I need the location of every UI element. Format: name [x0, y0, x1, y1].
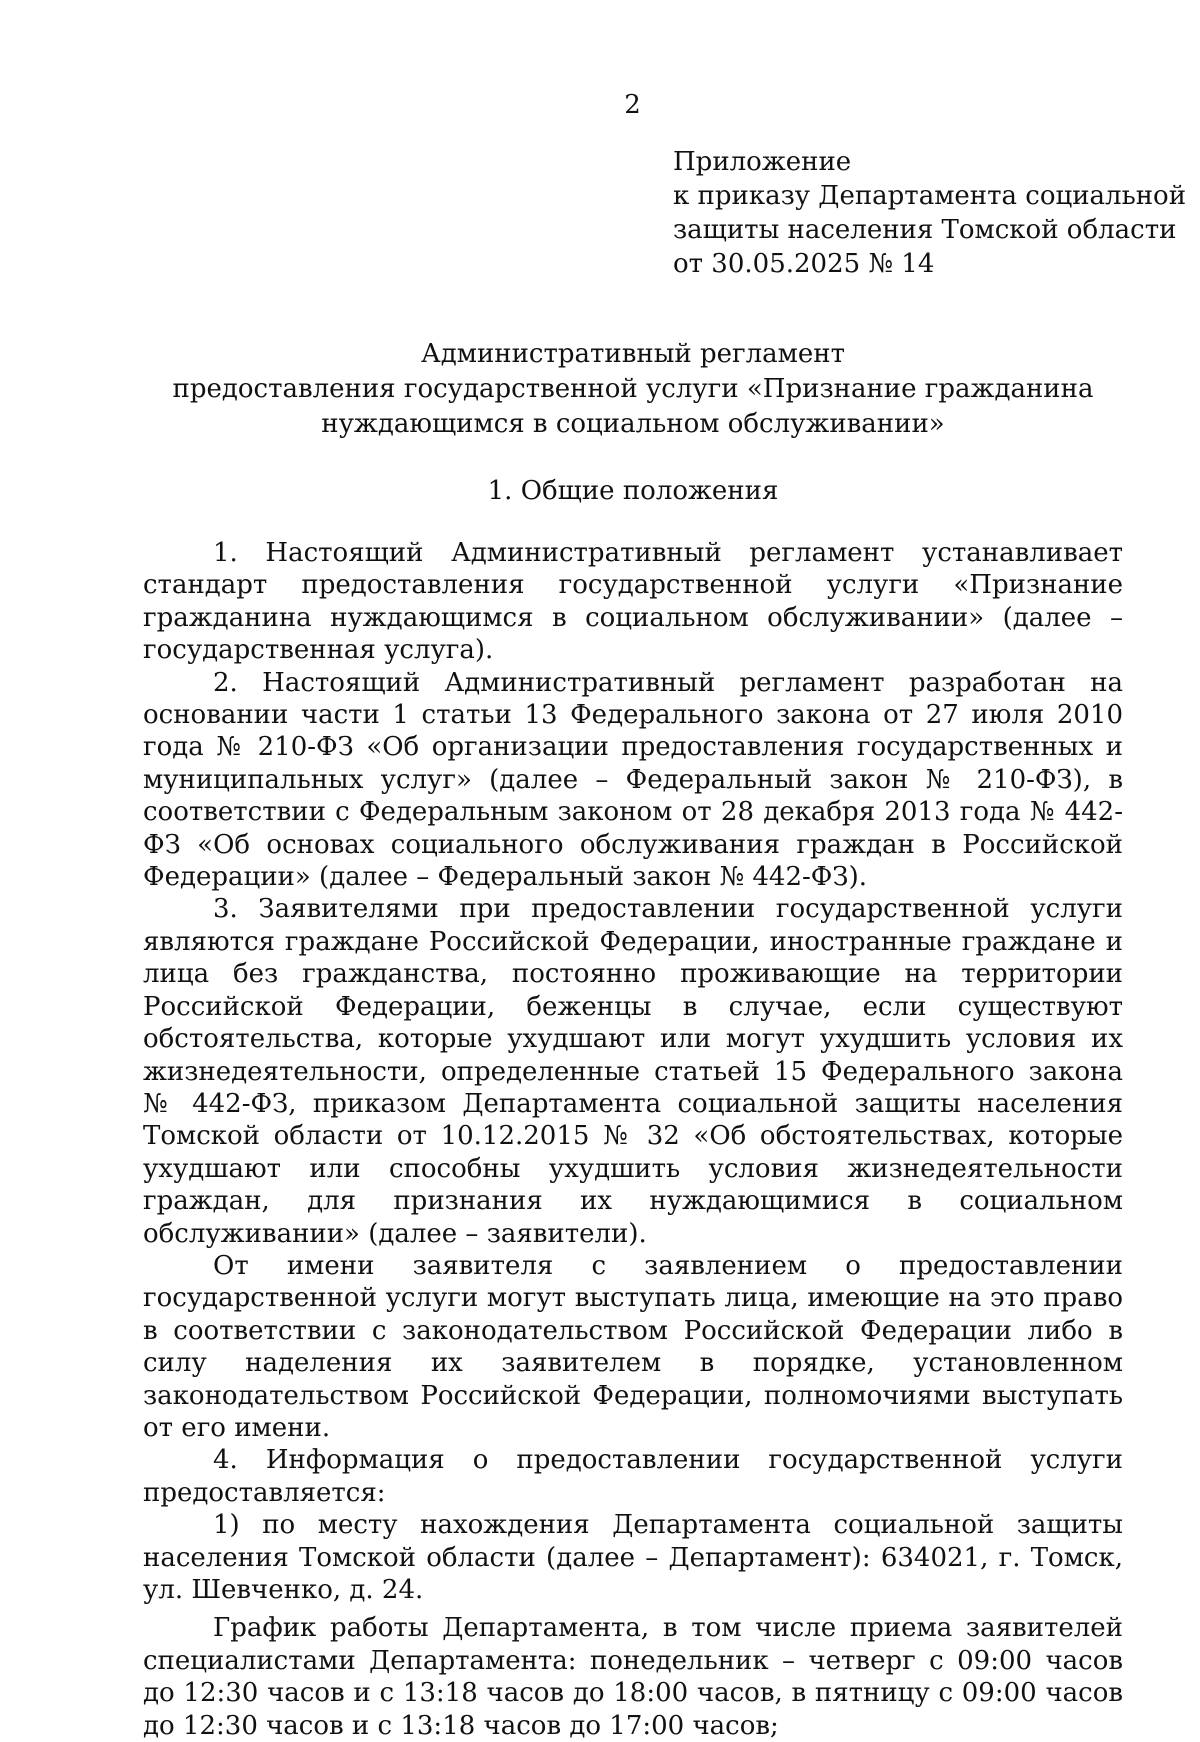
appendix-line: к приказу Департамента социальной — [673, 181, 1187, 211]
appendix-line: Приложение — [673, 147, 852, 177]
paragraph: 1. Настоящий Административный регламент устанавливает стандарт предоставления государственной услуги «Признание гражданина нуждающимся в социальном обслуживании» (далее – государственная услуга). — [143, 538, 1123, 666]
document-body — [143, 537, 1123, 1742]
title-line: Административный регламент — [421, 339, 845, 369]
appendix-line: от 30.05.2025 № 14 — [673, 249, 935, 279]
paragraph: От имени заявителя с заявлением о предоставлении государственной услуги могут выступать лица, имеющие на это право в соответствии с законодательством Российской Федерации либо в силу наделения их заявителем в порядке, установленном законодательством Российской Федерации, полномочиями выступать от его имени. — [143, 1250, 1123, 1443]
paragraph: 3. Заявителями при предоставлении государственной услуги являются граждане Российской Федерации, иностранные граждане и лица без гражданства, постоянно проживающие на территории Российской Федерации, беженцы в случае, если существуют обстоятельства, которые ухудшают или могут ухудшить условия их жизнедеятельности, определенные статьей 15 Федерального закона № 442-ФЗ, приказом Департамента социальной защиты населения Томской области от 10.12.2015 № 32 «Об обстоятельствах, которые ухудшают или способны ухудшить условия жизнедеятельности граждан, для признания их нуждающимися в социальном обслуживании» (далее – заявители). — [143, 894, 1123, 1249]
paragraph: График работы Департамента, в том числе приема заявителей специалистами Департамента: понедельник – четверг с 09:00 часов до 12:30 часов и с 13:18 часов до 18:00 часов, в пятницу с 09:00 часов до 12:30 часов и с 13:18 часов до 17:00 часов; — [143, 1613, 1123, 1741]
paragraph: 4. Информация о предоставлении государственной услуги предоставляется: — [143, 1445, 1123, 1508]
paragraph: 2. Настоящий Административный регламент разработан на основании части 1 статьи 13 Федерального закона от 27 июля 2010 года № 210-ФЗ «Об организации предоставления государственных и муниципальных услуг» (далее – Федеральный закон № 210-ФЗ), в соответствии с Федеральным законом от 28 декабря 2013 года № 442-ФЗ «Об основах социального обслуживания граждан в Российской Федерации» (далее – Федеральный закон № 442-ФЗ). — [143, 667, 1123, 893]
title-line: нуждающимся в социальном обслуживании» — [321, 409, 945, 439]
document-title — [143, 337, 1123, 442]
appendix-line: защиты населения Томской области — [673, 215, 1177, 245]
title-line: предоставления государственной услуги «Признание гражданина — [172, 374, 1094, 404]
page-number: 2 — [624, 90, 641, 120]
appendix-block — [673, 145, 1187, 281]
paragraph: 1) по месту нахождения Департамента социальной защиты населения Томской области (далее – Департамент): 634021, г. Томск, ул. Шевченко, д. 24. — [143, 1510, 1123, 1605]
section-heading: 1. Общие положения — [487, 476, 779, 506]
